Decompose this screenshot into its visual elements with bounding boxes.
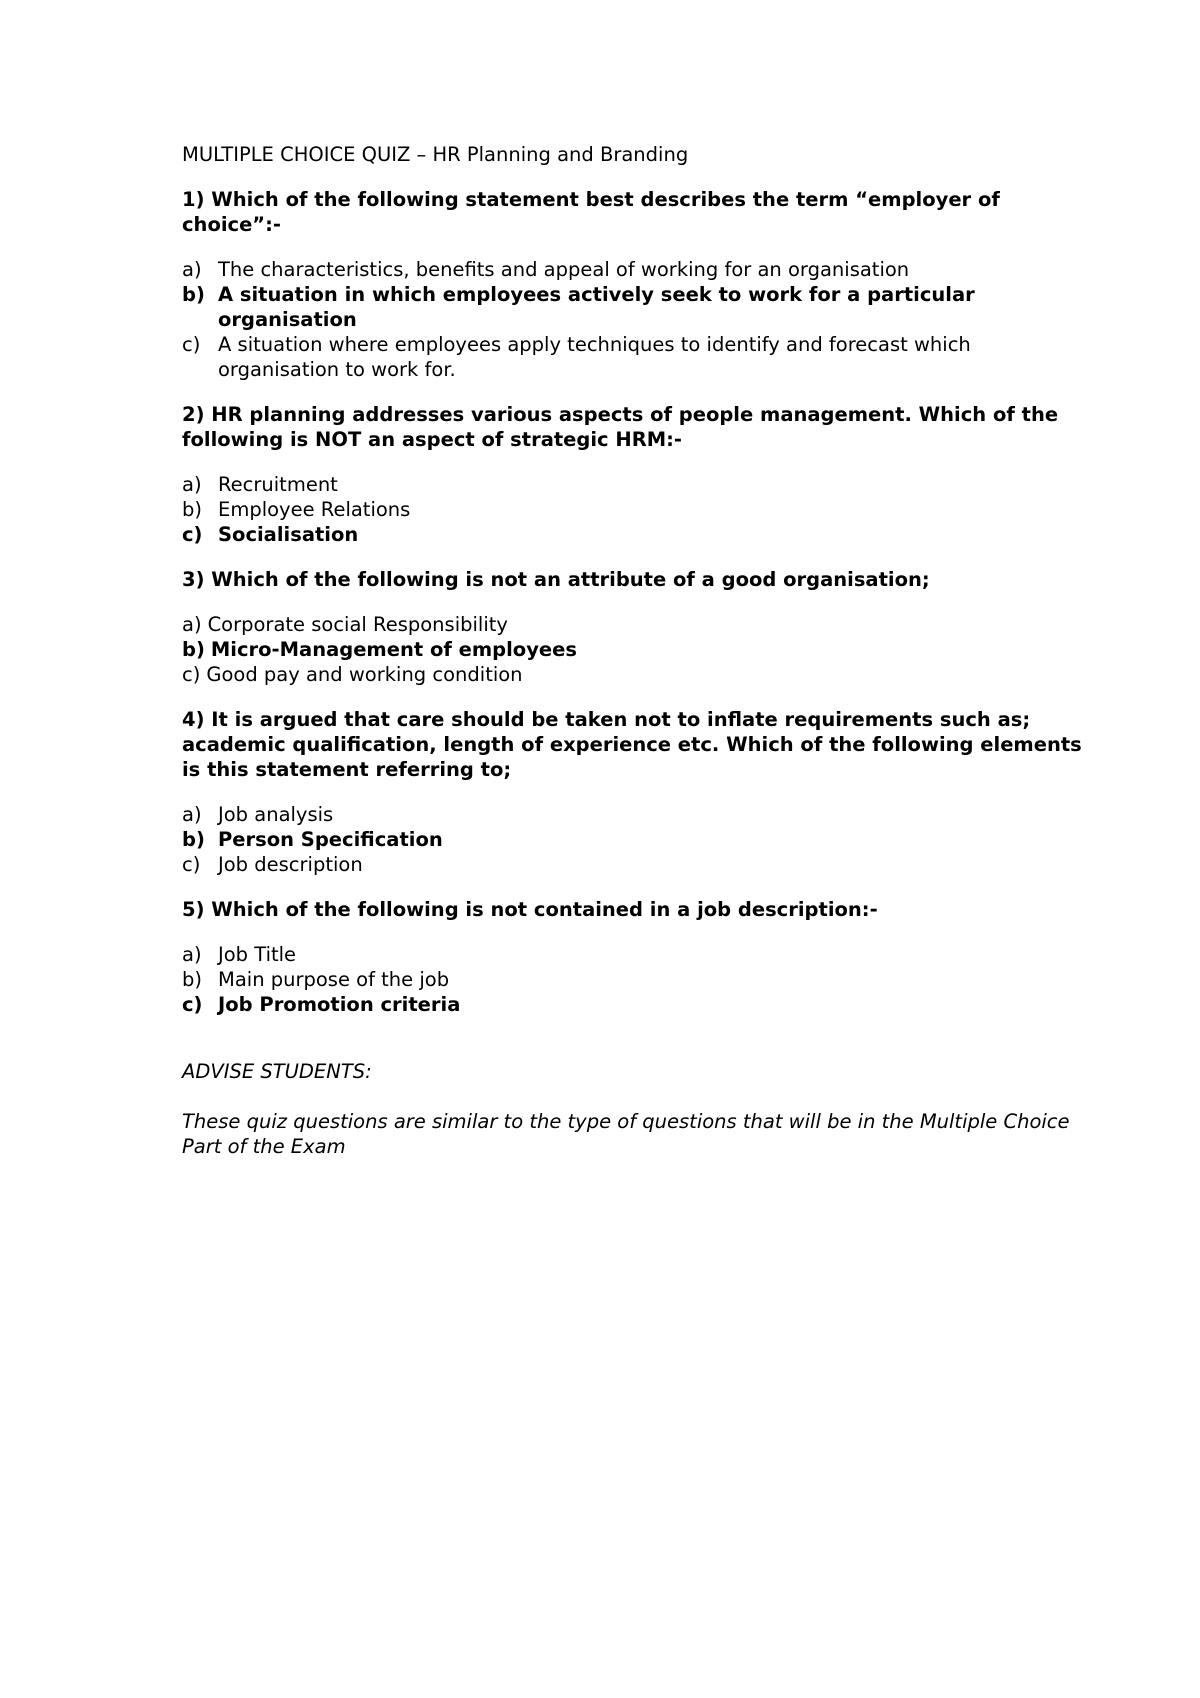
- option-text: Job analysis: [218, 803, 334, 826]
- option-text: Job Promotion criteria: [218, 993, 461, 1016]
- option-3a: [182, 612, 1082, 637]
- option-1a: [182, 257, 1082, 282]
- option-3c: [182, 662, 1082, 687]
- option-text: Corporate social Responsibility: [207, 613, 508, 636]
- option-5b: [182, 967, 1082, 992]
- option-2b: [182, 497, 1082, 522]
- question-1: 1) Which of the following statement best describes the term “employer of choice”:-: [182, 188, 1000, 236]
- option-letter: a): [182, 943, 202, 966]
- option-letter: b): [182, 498, 202, 521]
- advice-heading: ADVISE STUDENTS:: [182, 1060, 372, 1083]
- option-text: Good pay and working condition: [206, 663, 523, 686]
- option-text: Person Specification: [218, 828, 443, 851]
- option-letter: c): [182, 523, 203, 546]
- option-letter: b): [182, 638, 205, 661]
- option-text: Socialisation: [218, 523, 359, 546]
- option-letter: a): [182, 803, 202, 826]
- question-3: 3) Which of the following is not an attribute of a good organisation;: [182, 568, 930, 591]
- option-text: Job Title: [218, 943, 297, 966]
- option-letter: a): [182, 613, 202, 636]
- option-text: A situation in which employees actively seek to work for a particular organisation: [218, 283, 975, 331]
- option-letter: b): [182, 828, 205, 851]
- quiz-title: MULTIPLE CHOICE QUIZ – HR Planning and Branding: [182, 143, 689, 166]
- question-5: 5) Which of the following is not contained in a job description:-: [182, 898, 878, 921]
- option-5a: [182, 942, 1082, 967]
- question-3-options: [182, 612, 1082, 687]
- option-text: A situation where employees apply techniques to identify and forecast which organisation to work for.: [218, 333, 971, 381]
- option-3b: [182, 637, 1082, 662]
- option-letter: c): [182, 853, 201, 876]
- option-4c: [182, 852, 1082, 877]
- option-letter: a): [182, 258, 202, 281]
- option-letter: c): [182, 663, 201, 686]
- option-text: The characteristics, benefits and appeal of working for an organisation: [218, 258, 910, 281]
- option-4a: [182, 802, 1082, 827]
- option-2c: [182, 522, 1082, 547]
- question-2: 2) HR planning addresses various aspects of people management. Which of the following is NOT an aspect of strategic HRM:-: [182, 403, 1059, 451]
- option-5c: [182, 992, 1082, 1017]
- document-page: [182, 142, 1082, 1159]
- question-2-options: [182, 472, 1082, 547]
- option-letter: a): [182, 473, 202, 496]
- option-4b: [182, 827, 1082, 852]
- advice-section: [182, 1059, 1082, 1159]
- option-text: Recruitment: [218, 473, 338, 496]
- question-4: 4) It is argued that care should be taken not to inflate requirements such as; academic qualification, length of experience etc. Which of the following elements is this statement referring to;: [182, 708, 1082, 781]
- option-letter: b): [182, 283, 205, 306]
- option-2a: [182, 472, 1082, 497]
- option-text: Main purpose of the job: [218, 968, 450, 991]
- option-text: Micro-Management of employees: [210, 638, 577, 661]
- question-5-options: [182, 942, 1082, 1017]
- option-text: Employee Relations: [218, 498, 411, 521]
- advice-body: These quiz questions are similar to the type of questions that will be in the Multiple Choice Part of the Exam: [182, 1110, 1070, 1158]
- option-1b: [182, 282, 1082, 332]
- question-1-options: [182, 257, 1082, 382]
- option-1c: [182, 332, 1082, 382]
- question-4-options: [182, 802, 1082, 877]
- option-letter: c): [182, 333, 201, 356]
- option-text: Job description: [218, 853, 363, 876]
- option-letter: b): [182, 968, 202, 991]
- option-letter: c): [182, 993, 203, 1016]
